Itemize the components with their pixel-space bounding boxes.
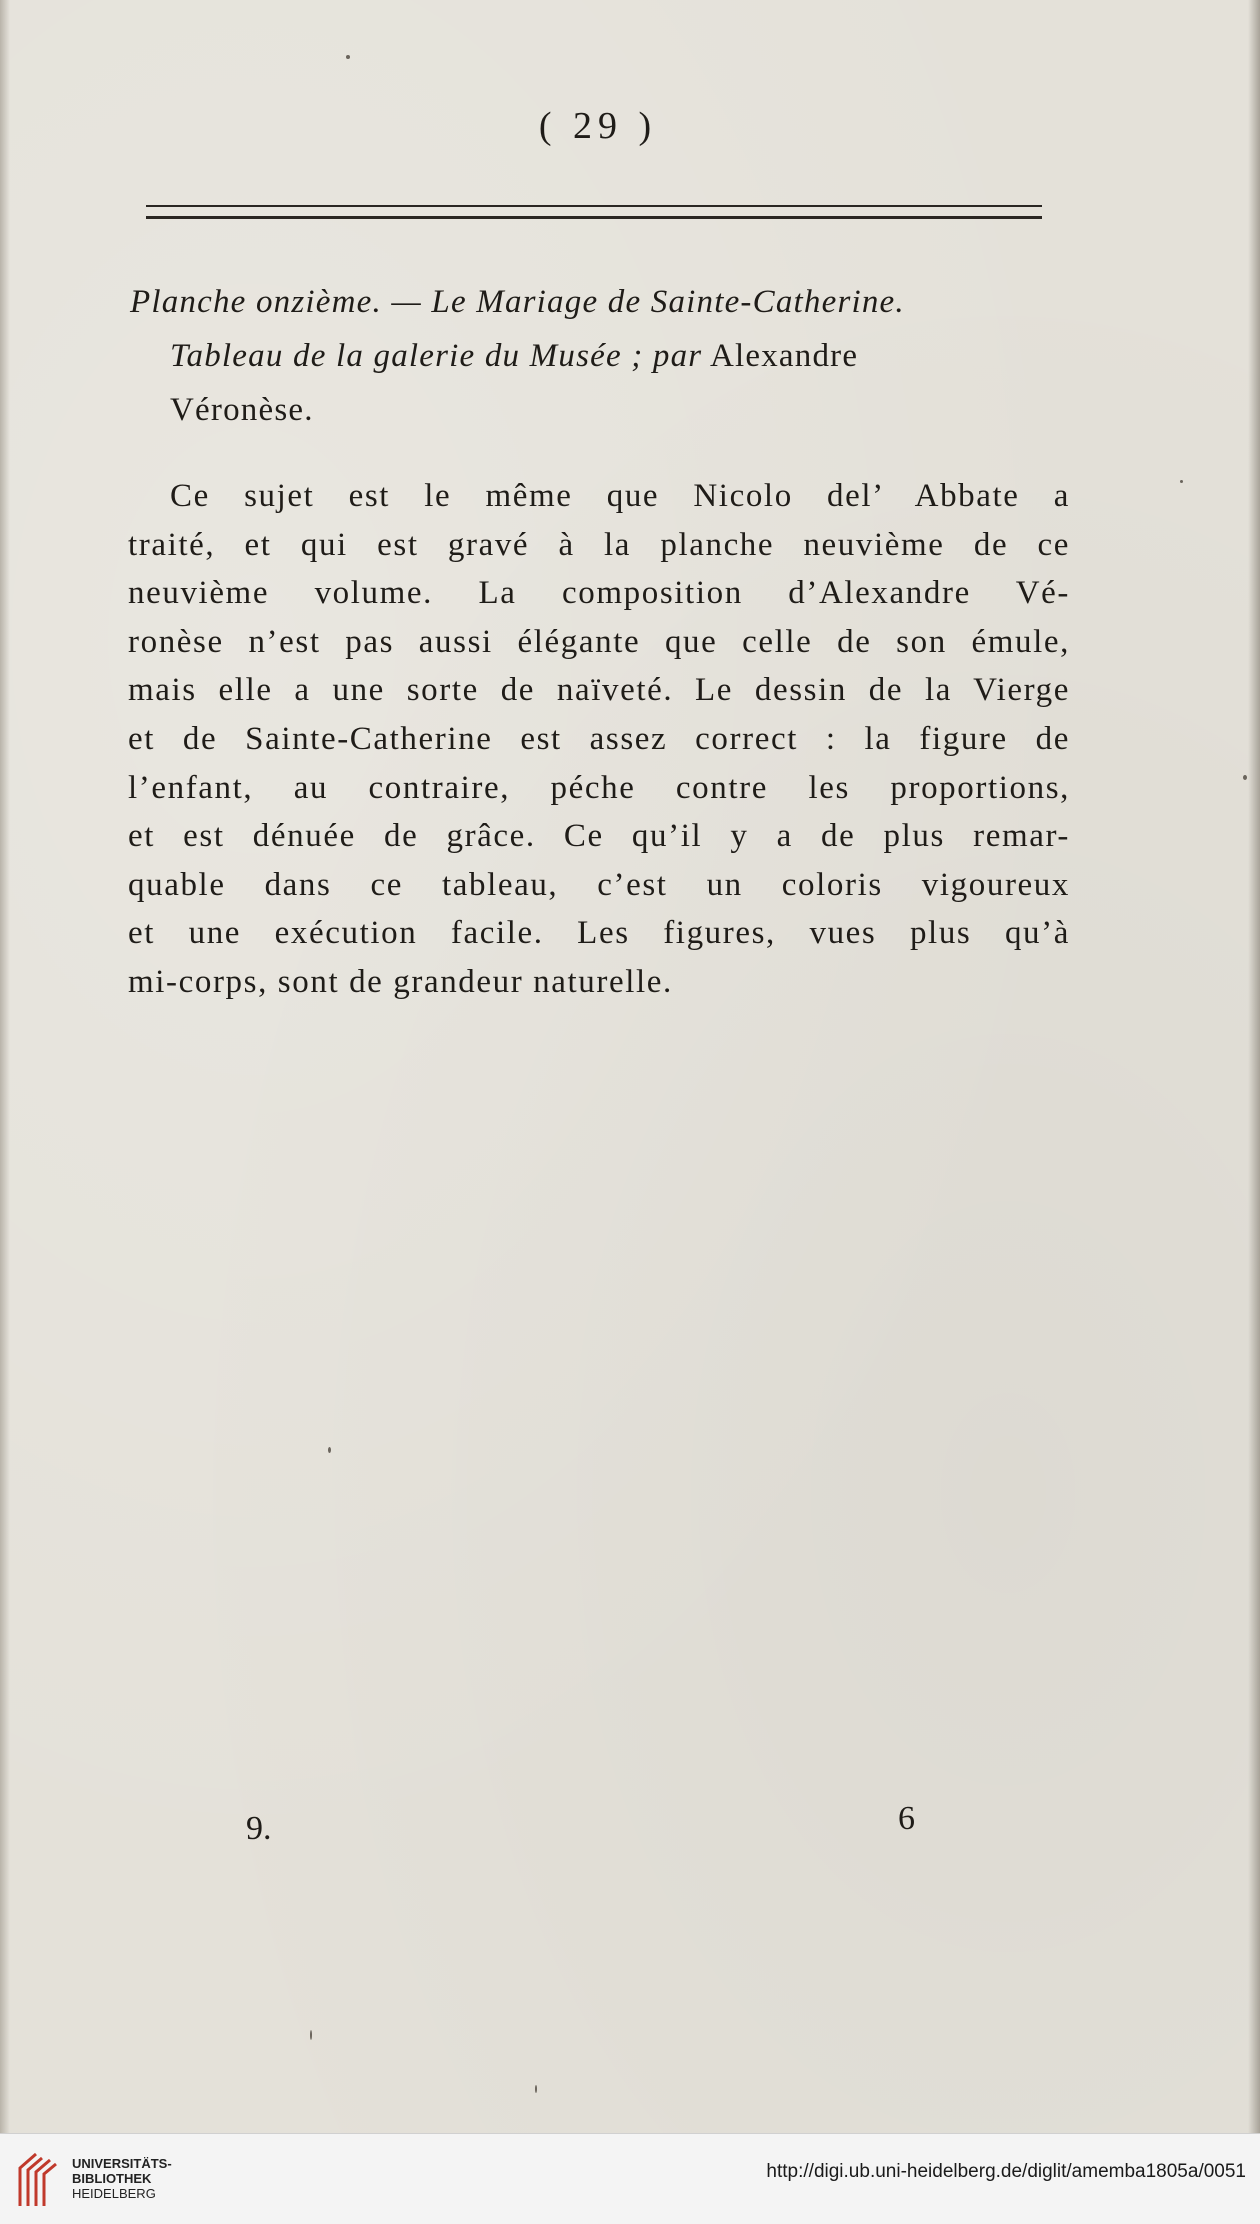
paper-speck	[1180, 480, 1183, 483]
paper-speck	[328, 1447, 331, 1453]
library-name-line-3: HEIDELBERG	[72, 2186, 156, 2201]
body-line: l’enfant, au contraire, péche contre les proportions,	[128, 769, 1070, 806]
body-line: et de Sainte-Catherine est assez correct : la figure de	[128, 720, 1070, 757]
signature-mark-left: 9.	[246, 1810, 272, 1847]
signature-mark-right: 6	[898, 1800, 915, 1837]
digital-library-footer	[0, 2133, 1260, 2224]
caption-line-3: Véronèse.	[170, 392, 314, 428]
page-edge-right	[1248, 0, 1260, 2133]
body-line: mi-corps, sont de grandeur naturelle.	[128, 963, 673, 1000]
permalink-url[interactable]: http://digi.ub.uni-heidelberg.de/diglit/amemba1805a/0051	[766, 2161, 1246, 2182]
caption-line-2-italic: Tableau de la galerie du Musée ; par	[170, 338, 703, 374]
body-line: Ce sujet est le même que Nicolo del’ Abbate a	[170, 478, 1070, 514]
header-rule-thin	[146, 205, 1042, 207]
library-name	[72, 2156, 172, 2201]
header-rule-thick	[146, 216, 1042, 219]
body-line: et une exécution facile. Les figures, vues plus qu’à	[128, 915, 1070, 952]
library-name-line-2: BIBLIOTHEK	[72, 2171, 152, 2186]
paper-speck	[310, 2030, 312, 2040]
body-line: quable dans ce tableau, c’est un coloris vigoureux	[128, 866, 1070, 903]
caption-line-2	[130, 329, 1070, 383]
page-number: ( 29 )	[538, 105, 658, 147]
caption-line-2-roman: Alexandre	[702, 338, 859, 374]
body-line: et est dénuée de grâce. Ce qu’il y a de plus remar-	[128, 818, 1070, 855]
body-line: mais elle a une sorte de naïveté. Le dessin de la Vierge	[128, 672, 1070, 709]
body-line: neuvième volume. La composition d’Alexandre Vé-	[128, 575, 1070, 612]
body-paragraph	[128, 472, 1070, 1007]
paper-speck	[346, 55, 350, 59]
body-line: ronèse n’est pas aussi élégante que celle de son émule,	[128, 623, 1070, 660]
paper-speck	[1243, 775, 1247, 780]
page-edge-left	[0, 0, 10, 2133]
library-name-line-1: UNIVERSITÄTS-	[72, 2156, 172, 2171]
paper-speck	[535, 2085, 537, 2093]
heidelberg-library-logo-icon	[14, 2148, 60, 2210]
plate-caption	[130, 275, 1070, 437]
caption-line-1: Planche onzième. — Le Mariage de Sainte-Catherine.	[130, 284, 905, 320]
body-line: traité, et qui est gravé à la planche neuvième de ce	[128, 526, 1070, 563]
